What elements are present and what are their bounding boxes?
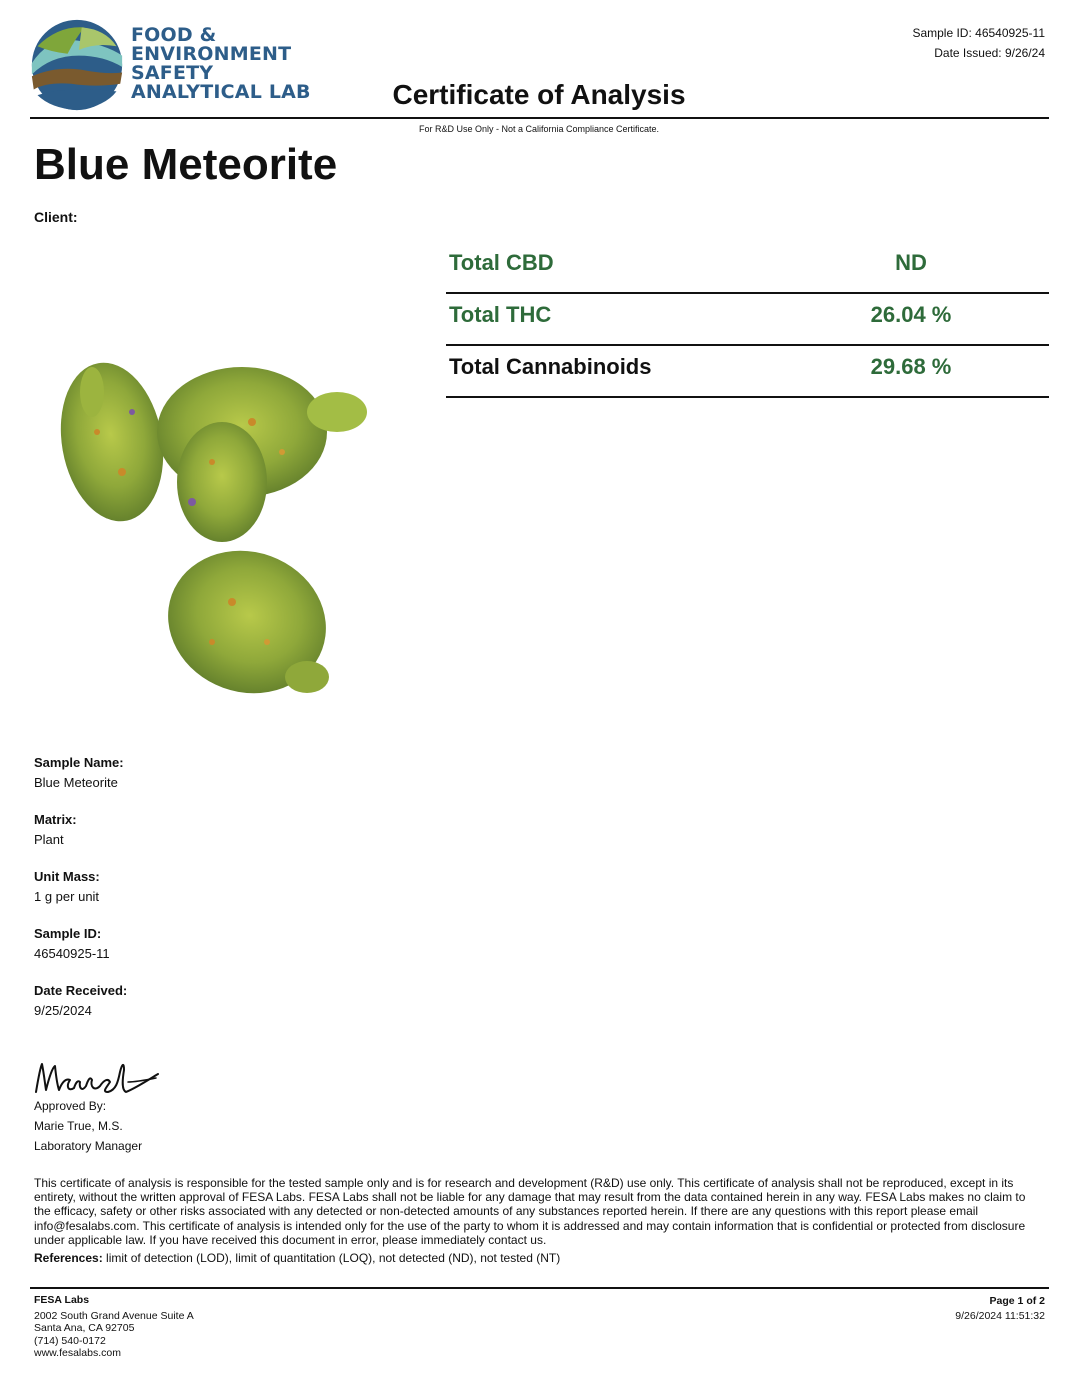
certificate-meta <box>912 23 1045 63</box>
detail-value: Blue Meteorite <box>34 775 118 790</box>
footer-address-line: Santa Ana, CA 92705 <box>34 1322 135 1335</box>
footer-address-line: 2002 South Grand Avenue Suite A <box>34 1309 194 1322</box>
detail-sample-name <box>34 753 434 793</box>
generated-timestamp: 9/26/2024 11:51:32 <box>955 1310 1045 1322</box>
approver-name: Marie True, M.S. <box>34 1119 123 1133</box>
logo-line: SAFETY <box>131 62 214 84</box>
footer-lab-name: FESA Labs <box>34 1294 90 1306</box>
detail-label: Sample Name: <box>34 755 124 770</box>
product-photo <box>52 332 372 704</box>
legal-disclaimer: This certificate of analysis is responsible for the tested sample only and is for research and development (R&D) use only. This certificate of analysis shall not be reproduced, except in its entirety, without the written approval of FESA Labs. FESA Labs shall not be liable for any damage that may result from the data contained herein in any way. FESA Labs makes no claim to the efficacy, safety or other risks associated with any detected or non-detected amounts of any substances reported herein. If there are any questions with this report please email info@fesalabs.com. This certificate of analysis is intended only for the use of the party to whom it is addressed and may contain information that is confidential or protected from disclosure under applicable law. If you have received this document in error, please immediately contact us. <box>34 1176 1026 1247</box>
detail-value: Plant <box>34 832 64 847</box>
document-title: Certificate of Analysis <box>392 79 686 110</box>
references-text: limit of detection (LOD), limit of quantitation (LOQ), not detected (ND), not tested (NT) <box>106 1251 561 1265</box>
bud-top-left <box>52 355 175 530</box>
handwritten-signature <box>32 1052 162 1098</box>
detail-matrix <box>34 810 434 850</box>
logo-line: FOOD & <box>131 24 217 46</box>
logo-line: ANALYTICAL LAB <box>131 81 311 103</box>
detail-value: 46540925-11 <box>34 946 110 961</box>
references-line <box>34 1251 1039 1265</box>
summary-label: Total THC <box>449 302 552 327</box>
summary-row-total-cbd <box>446 243 1049 294</box>
summary-row-total-thc <box>446 295 1049 346</box>
client-label-text: Client: <box>34 209 78 225</box>
header-divider <box>30 117 1049 119</box>
detail-date-received <box>34 981 434 1021</box>
summary-value: 26.04 % <box>870 302 952 327</box>
detail-label: Sample ID: <box>34 926 102 941</box>
detail-unit-mass <box>34 867 434 907</box>
summary-label: Total Cannabinoids <box>449 354 652 379</box>
logo-line: ENVIRONMENT <box>131 43 292 65</box>
lab-logo-icon <box>30 18 124 112</box>
page-number: Page 1 of 2 <box>989 1295 1045 1307</box>
summary-value: ND <box>895 250 927 275</box>
summary-row-total-cannabinoids <box>446 347 1049 398</box>
compliance-disclaimer: For R&D Use Only - Not a California Compliance Certificate. <box>418 124 660 134</box>
references-label: References: <box>34 1251 103 1265</box>
approval-block <box>34 1096 142 1156</box>
sample-details <box>34 753 434 1038</box>
detail-label: Unit Mass: <box>34 869 100 884</box>
footer-website: www.fesalabs.com <box>34 1347 121 1360</box>
product-name: Blue Meteorite <box>34 140 338 189</box>
cannabinoid-summary <box>446 243 1049 399</box>
footer-phone: (714) 540-0172 <box>34 1334 106 1347</box>
client-label <box>34 209 78 225</box>
bud-top-right <box>157 367 367 542</box>
detail-label: Date Received: <box>34 983 128 998</box>
detail-sample-id <box>34 924 434 964</box>
detail-label: Matrix: <box>34 812 77 827</box>
date-issued-line: Date Issued: 9/26/24 <box>934 46 1045 60</box>
detail-value: 9/25/2024 <box>34 1003 92 1018</box>
approved-by-label: Approved By: <box>34 1099 107 1113</box>
summary-label: Total CBD <box>449 250 554 275</box>
detail-value: 1 g per unit <box>34 889 100 904</box>
lab-logo-wordmark <box>131 24 311 103</box>
sample-id-line: Sample ID: 46540925-11 <box>912 26 1045 40</box>
footer-divider <box>30 1287 1049 1289</box>
footer-page-info <box>955 1294 1045 1324</box>
bud-bottom <box>148 529 346 704</box>
summary-value: 29.68 % <box>870 354 952 379</box>
footer-address <box>34 1294 194 1360</box>
approver-role: Laboratory Manager <box>34 1139 143 1153</box>
